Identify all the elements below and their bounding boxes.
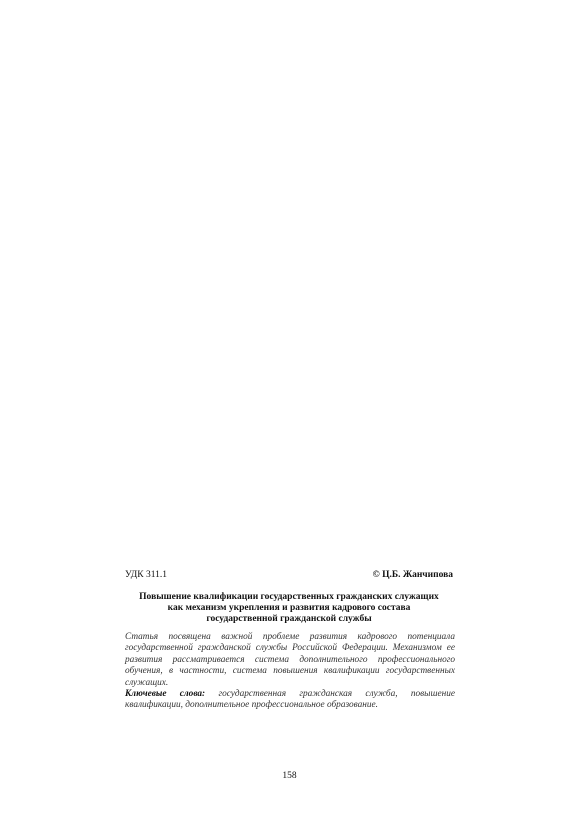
title-line-2: как механизм укрепления и развития кадрового состава xyxy=(167,603,411,613)
abstract xyxy=(125,632,455,712)
udk-code: УДК 311.1 xyxy=(125,570,167,580)
article-title xyxy=(115,592,463,625)
abstract-text: Статья посвящена важной проблеме развития кадрового потенциала государственной гражданской службы Российской Федерации. Механизмом ее развития рассматривается система дополнительного профессионального обучения, в частности, система повышения квалификации государственных служащих. xyxy=(125,632,455,688)
keywords xyxy=(125,689,455,712)
page-number: 158 xyxy=(282,771,297,781)
title-line-1: Повышение квалификации государственных гражданских служащих xyxy=(139,592,439,602)
keywords-text: государственная гражданская служба, повышение квалификации, дополнительное профессиональное образование. xyxy=(125,689,455,711)
author: © Ц.Б. Жанчипова xyxy=(372,570,453,580)
header-row xyxy=(125,570,453,580)
title-line-3: государственной гражданской службы xyxy=(206,614,372,624)
keywords-label: Ключевые слова: xyxy=(125,689,206,700)
